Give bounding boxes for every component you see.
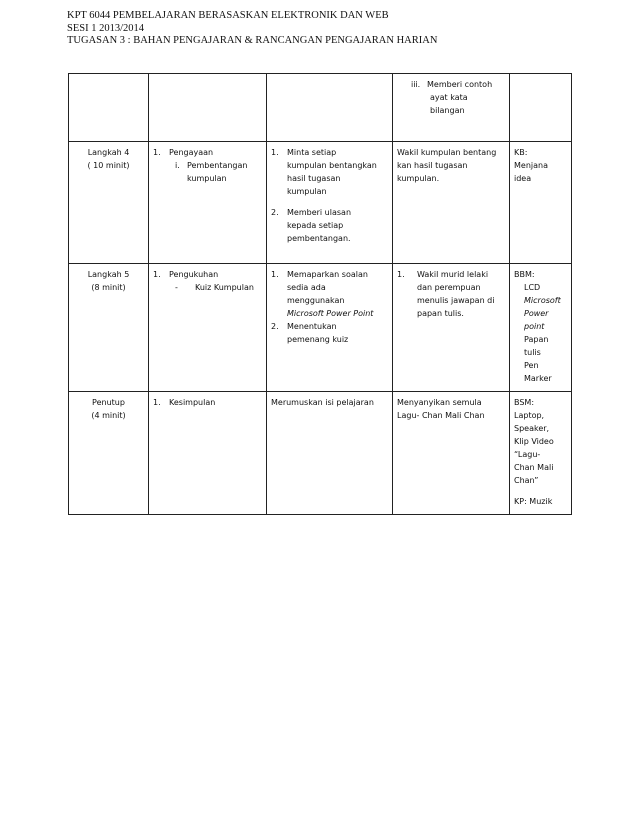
content-cell [149,392,267,515]
step-cell [69,142,149,264]
teacher-activity-cell: Merumuskan isi pelajaran [267,392,393,515]
list-item: 1. Pengukuhan - Kuiz Kumpulan [153,270,254,292]
teacher-activity-cell [267,264,393,392]
sub-list-item: - Kuiz Kumpulan [175,283,254,292]
notes-cell: KB: Menjana idea [510,142,572,264]
step-time: (4 minit) [91,411,126,420]
notes-cell: BBM: LCD Microsoft Power point Papan tulis Pen Marker [510,264,572,392]
session-line: SESI 1 2013/2014 [67,22,145,34]
content-cell [149,264,267,392]
list-item: iii. Memberi contoh ayat kata bilangan [411,80,493,115]
student-activity-cell [393,264,510,392]
student-activity-cell: Menyanyikan semula Lagu- Chan Mali Chan [393,392,510,515]
list-item: 2. Memberi ulasan kepada setiap pembentangan. [271,208,352,243]
table-row [69,264,572,392]
step-label: Langkah 5 [87,270,130,279]
table-row [69,392,572,515]
course-title: KPT 6044 PEMBELAJARAN BERASASKAN ELEKTRONIK DAN WEB [67,10,389,21]
table-cell [267,74,393,142]
step-time: ( 10 minit) [87,161,130,170]
lesson-plan-table [68,73,572,515]
list-item: 2. Menentukan pemenang kuiz [271,322,349,344]
table-cell [69,74,149,142]
table-cell [510,74,572,142]
list-item: 1. Memaparkan soalan sedia ada menggunakan Microsoft Power Point [271,270,374,318]
step-label: Langkah 4 [87,148,130,157]
step-cell [69,264,149,392]
sub-list-item: i. Pembentangan kumpulan [175,161,248,183]
list-item: 1. Wakil murid lelaki dan perempuan menulis jawapan di papan tulis. [397,270,495,318]
content-cell [149,142,267,264]
list-item: 1. Pengayaan i. Pembentangan kumpulan [153,148,248,183]
teacher-activity-cell [267,142,393,264]
student-activity-cell: Wakil kumpulan bentang kan hasil tugasan kumpulan. [393,142,510,264]
table-row [69,74,572,142]
step-cell [69,392,149,515]
step-label: Penutup [92,398,125,407]
table-row [69,142,572,264]
list-item: 1. Minta setiap kumpulan bentangkan hasil tugasan kumpulan [271,148,377,196]
list-item: 1. Kesimpulan [153,398,216,407]
step-time: (8 minit) [91,283,126,292]
table-cell [393,74,510,142]
assignment-title: TUGASAN 3 : BAHAN PENGAJARAN & RANCANGAN PENGAJARAN HARIAN [67,35,438,46]
table-cell [149,74,267,142]
document-header [67,10,437,48]
notes-cell: BSM: Laptop, Speaker, Klip Video “Lagu- Chan Mali Chan” KP: Muzik [510,392,572,515]
